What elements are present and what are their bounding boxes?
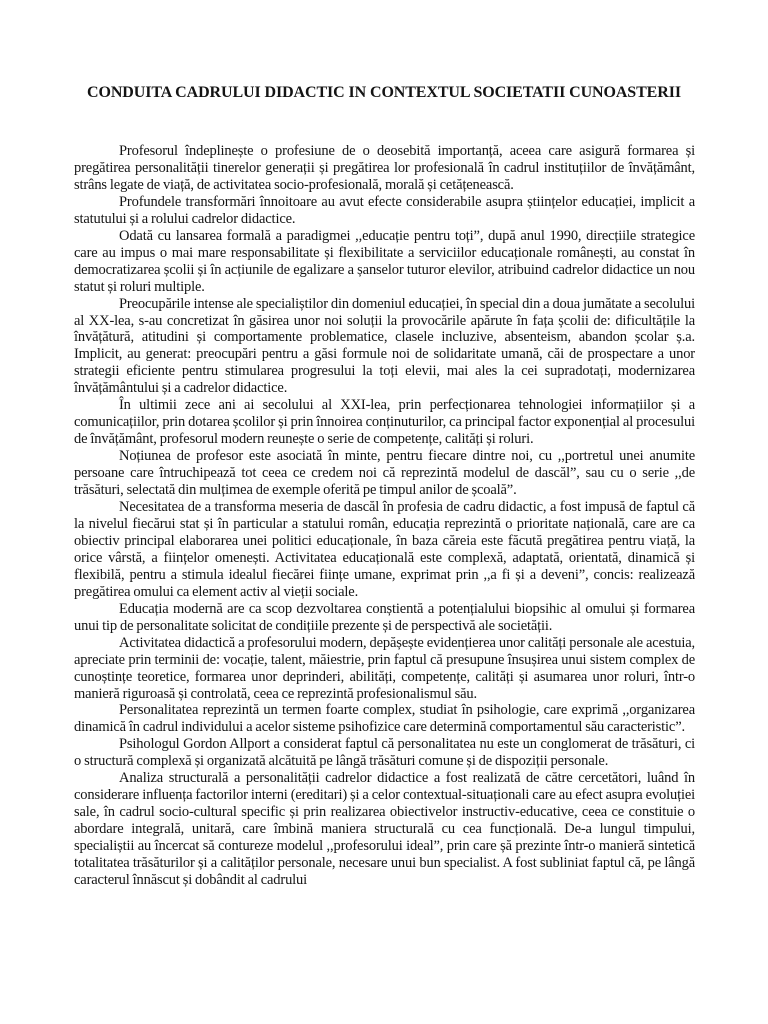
paragraph: Psihologul Gordon Allport a considerat faptul că personalitatea nu este un conglomerat de trăsături, ci o structură complexă și organizată alcătuită pe lângă trăsături comune și de dispoziții personale. — [74, 736, 695, 770]
paragraph: Analiza structurală a personalității cadrelor didactice a fost realizată de către cercetători, luând în considerare influența factorilor interni (ereditari) și a celor contextual-situaționali care au efect asupra evoluției sale, în cadrul socio-cultural specific și prin realizarea obiectivelor instructiv-educative, ceea ce constituie o abordare integrală, unitară, care îmbină maniera structurală cu cea funcțională. De-a lungul timpului, specialiștii au încercat să contureze modelul ,,profesorului ideal”, prin care șă prezinte într-o manieră sintetică totalitatea trăsăturilor și a calităților personale, necesare unui bun specialist. A fost subliniat faptul că, pe lângă caracterul înnăscut și dobândit al cadrului — [74, 770, 695, 888]
paragraph: Odată cu lansarea formală a paradigmei ,,educație pentru toți”, după anul 1990, direcțiile strategice care au impus o mai mare responsabilitate și flexibilitate a serviciilor educaționale românești, au constat în democratizarea școlii și în acțiunile de egalizare a șanselor tuturor elevilor, atribuind cadrelor didactice un nou statut și roluri multiple. — [74, 227, 695, 295]
paragraph: Noțiunea de profesor este asociată în minte, pentru fiecare dintre noi, cu ,,portretul unei anumite persoane care întruchipează tot ceea ce credem noi că reprezintă modelul de dascăl”, sau cu o serie ,,de trăsături, selectată din mulțimea de exemple oferită pe timpul anilor de școală”. — [74, 448, 695, 499]
paragraph: Educația modernă are ca scop dezvoltarea conștientă a potențialului biopsihic al omului și formarea unui tip de personalitate solicitat de condițiile prezente și de perspectivă ale societății. — [74, 600, 695, 634]
document-body — [74, 143, 695, 889]
paragraph: Profundele transformări înnoitoare au avut efecte considerabile asupra științelor educației, implicit a statutului și a rolului cadrelor didactice. — [74, 193, 695, 227]
paragraph: Preocupările intense ale specialiștilor din domeniul educației, în special din a doua jumătate a secolului al XX-lea, s-au concretizat în găsirea unor noi soluții la provocările apărute în fața școlii de: dificultățile la învățătură, atitudini și comportamente problematice, clasele incluzive, absenteism, abandon școlar ș.a. Implicit, au generat: preocupări pentru a găsi formule noi de solidaritate umană, căi de prospectare a unor strategii eficiente pentru stimularea progresului la toți elevii, mai ales la cei supradotați, modernizarea învățământului și a cadrelor didactice. — [74, 295, 695, 397]
document-title: CONDUITA CADRULUI DIDACTIC IN CONTEXTUL SOCIETATII CUNOASTERII — [87, 84, 681, 101]
paragraph: Activitatea didactică a profesorului modern, depășește evidențierea unor calități personale ale acestuia, apreciate prin terminii de: vocație, talent, măiestrie, prin faptul că presupune însușirea unui sistem complex de cunoștințe teoretice, formarea unor deprinderi, abilități, competențe, calități și asumarea unor roluri, într-o manieră riguroasă și controlată, ceea ce reprezintă profesionalismul său. — [74, 634, 695, 702]
paragraph: Necesitatea de a transforma meseria de dascăl în profesia de cadru didactic, a fost impusă de faptul că la nivelul fiecărui stat și în particular a statului român, educația reprezintă o prioritate națională, care are ca obiectiv principal elaborarea unei politici educaționale, în baza căreia este făcută pregătirea pentru viață, la orice vârstă, a ființelor omenești. Activitatea educațională este complexă, adaptată, orientată, dinamică și flexibilă, pentru a stimula idealul fiecărei ființe umane, exprimat prin ,,a fi și a deveni”, concis: realizează pregătirea omului ca element activ al vieții sociale. — [74, 499, 695, 600]
paragraph: În ultimii zece ani ai secolului al XXI-lea, prin perfecționarea tehnologiei informațiilor și a comunicațiilor, prin dotarea școlilor și prin înnoirea conținuturilor, ca principal factor exponențial al procesului de învățământ, profesorul modern reunește o serie de competențe, calități și roluri. — [74, 397, 695, 448]
paragraph: Personalitatea reprezintă un termen foarte complex, studiat în psihologie, care exprimă ,,organizarea dinamică în cadrul individului a acelor sisteme psihofizice care determină comportamentul său caracteristic”. — [74, 702, 695, 736]
paragraph: Profesorul îndeplinește o profesiune de o deosebită importanță, aceea care asigură formarea și pregătirea personalității tinerelor generații și pregătirea lor profesională în cadrul instituțiilor de învățământ, strâns legate de viață, de activitatea socio-profesională, morală și cetățenească. — [74, 143, 695, 193]
